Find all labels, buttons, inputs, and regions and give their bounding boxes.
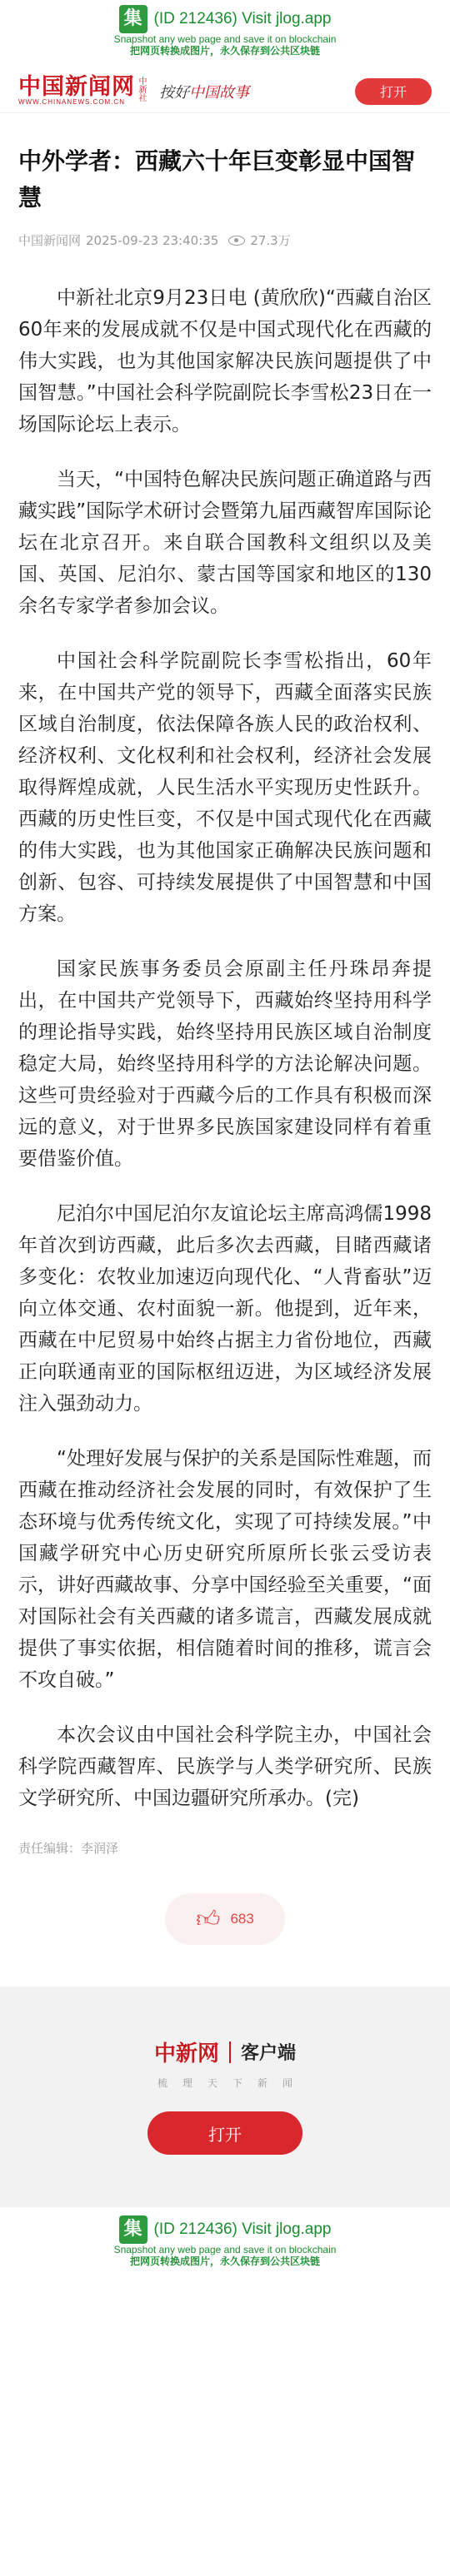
like-count: 683 [230, 1911, 254, 1927]
banner-title-row [0, 5, 450, 33]
jlog-banner[interactable] [0, 0, 450, 70]
article-source[interactable]: 中国新闻网 [18, 233, 82, 248]
likes-section [18, 1893, 432, 1945]
promo-motto: 梳理天下新闻 [157, 2077, 308, 2089]
slogan-red: 中国故事 [189, 83, 249, 102]
open-app-button[interactable]: 打开 [355, 78, 432, 105]
promo-client-label: 客户端 [241, 2043, 297, 2064]
article [0, 113, 450, 1945]
promo-logo: 中新网 [153, 2041, 219, 2066]
footer-banner-line2: 把网页转换成图片，永久保存到公共区块链 [129, 2255, 320, 2267]
footer-banner-line1: Snapshot any web page and save it on blockchain [113, 2244, 337, 2255]
article-body [18, 282, 432, 1814]
banner-line2: 把网页转换成图片，永久保存到公共区块链 [129, 45, 320, 57]
logo-tag: 中新社 [137, 77, 146, 102]
article-headline: 中外学者：西藏六十年巨变彰显中国智慧 [18, 147, 416, 211]
app-promo [0, 1987, 450, 2207]
site-slogan [159, 81, 249, 102]
article-paragraph: 本次会议由中国社会科学院主办，中国社会科学院西藏智库、民族学与人类学研究所、民族文学研究所、中国边疆研究所承办。(完) [18, 1724, 432, 1809]
jlog-logo-icon: 集 [119, 5, 148, 33]
article-paragraph: 中国社会科学院副院长李雪松指出，60年来，在中国共产党的领导下，西藏全面落实民族区域自治制度，依法保障各族人民的政治权利、经济权利、文化权利和社会权利，经济社会发展取得辉煌成就，人民生活水平实现历史性跃升。西藏的历史性巨变，不仅是中国式现代化在西藏的伟大实践，也为其他国家正确解决民族问题和创新、包容、可持续发展提供了中国智慧和中国方案。 [18, 650, 432, 925]
article-editor: 责任编辑：李润泽 [18, 1841, 119, 1856]
slogan-prefix: 按好 [159, 83, 189, 102]
article-meta [18, 231, 432, 249]
promo-divider [229, 2041, 231, 2063]
footer-banner-title: (ID 212436) Visit jlog.app [153, 2220, 332, 2238]
like-button[interactable] [165, 1893, 285, 1945]
banner-line1: Snapshot any web page and save it on blockchain [113, 33, 337, 45]
article-datetime: 2025-09-23 23:40:35 [86, 232, 219, 248]
article-paragraph: 中新社北京9月23日电 (黄欣欣)“西藏自治区60年来的发展成就不仅是中国式现代化在西藏的伟大实践，也为其他国家解决民族问题提供了中国智慧。”中国社会科学院副院长李雪松23日在一场国际论坛上表示。 [18, 287, 432, 435]
logo-en-text: WWW.CHINANEWS.COM.CN [18, 98, 125, 106]
footer-banner-title-row [0, 2215, 450, 2244]
jlog-footer-banner[interactable] [0, 2207, 450, 2282]
site-header [0, 70, 450, 113]
logo-cn-text: 中国新闻网 [18, 74, 135, 100]
banner-title: (ID 212436) Visit jlog.app [153, 10, 332, 27]
thumbs-up-icon: 👍︎ [196, 1905, 221, 1932]
article-paragraph: 国家民族事务委员会原副主任丹珠昂奔提出，在中国共产党领导下，西藏始终坚持用科学的理论指导实践，始终坚持用民族区域自治制度稳定大局，始终坚持用科学的方法论解决问题。这些可贵经验对于西藏今后的工作具有积极而深远的意义，对于世界多民族国家建设同样有着重要借鉴价值。 [18, 958, 432, 1170]
article-paragraph: “处理好发展与保护的关系是国际性难题，而西藏在推动经济社会发展的同时，有效保护了生态环境与优秀传统文化，实现了可持续发展。”中国藏学研究中心历史研究所原所长张云受访表示，讲好西藏故事、分享中国经验至关重要，“面对国际社会有关西藏的诸多谎言，西藏发展成就提供了事实依据，相信随着时间的推移，谎言会不攻自破。” [18, 1448, 432, 1691]
promo-open-button[interactable]: 打开 [148, 2111, 302, 2155]
article-paragraph: 尼泊尔中国尼泊尔友谊论坛主席高鸿儒1998年首次到访西藏，此后多次去西藏，目睹西藏诸多变化：农牧业加速迈向现代化、“人背畜驮”迈向立体交通、农村面貌一新。他提到，近年来，西藏在中尼贸易中始终占据主力省份地位，西藏正向联通南亚的国际枢纽迈进，为区域经济发展注入强劲动力。 [18, 1203, 432, 1415]
eye-icon [228, 236, 245, 246]
article-views: 27.3万 [250, 233, 291, 248]
site-logo[interactable] [18, 74, 146, 106]
jlog-logo-icon: 集 [119, 2215, 148, 2244]
article-paragraph: 当天，“中国特色解决民族问题正确道路与西藏实践”国际学术研讨会暨第九届西藏智库国际论坛在北京召开。来自联合国教科文组织以及美国、英国、尼泊尔、蒙古国等国家和地区的130余名专家学者参加会议。 [18, 469, 432, 617]
promo-logo-row [0, 2036, 450, 2067]
